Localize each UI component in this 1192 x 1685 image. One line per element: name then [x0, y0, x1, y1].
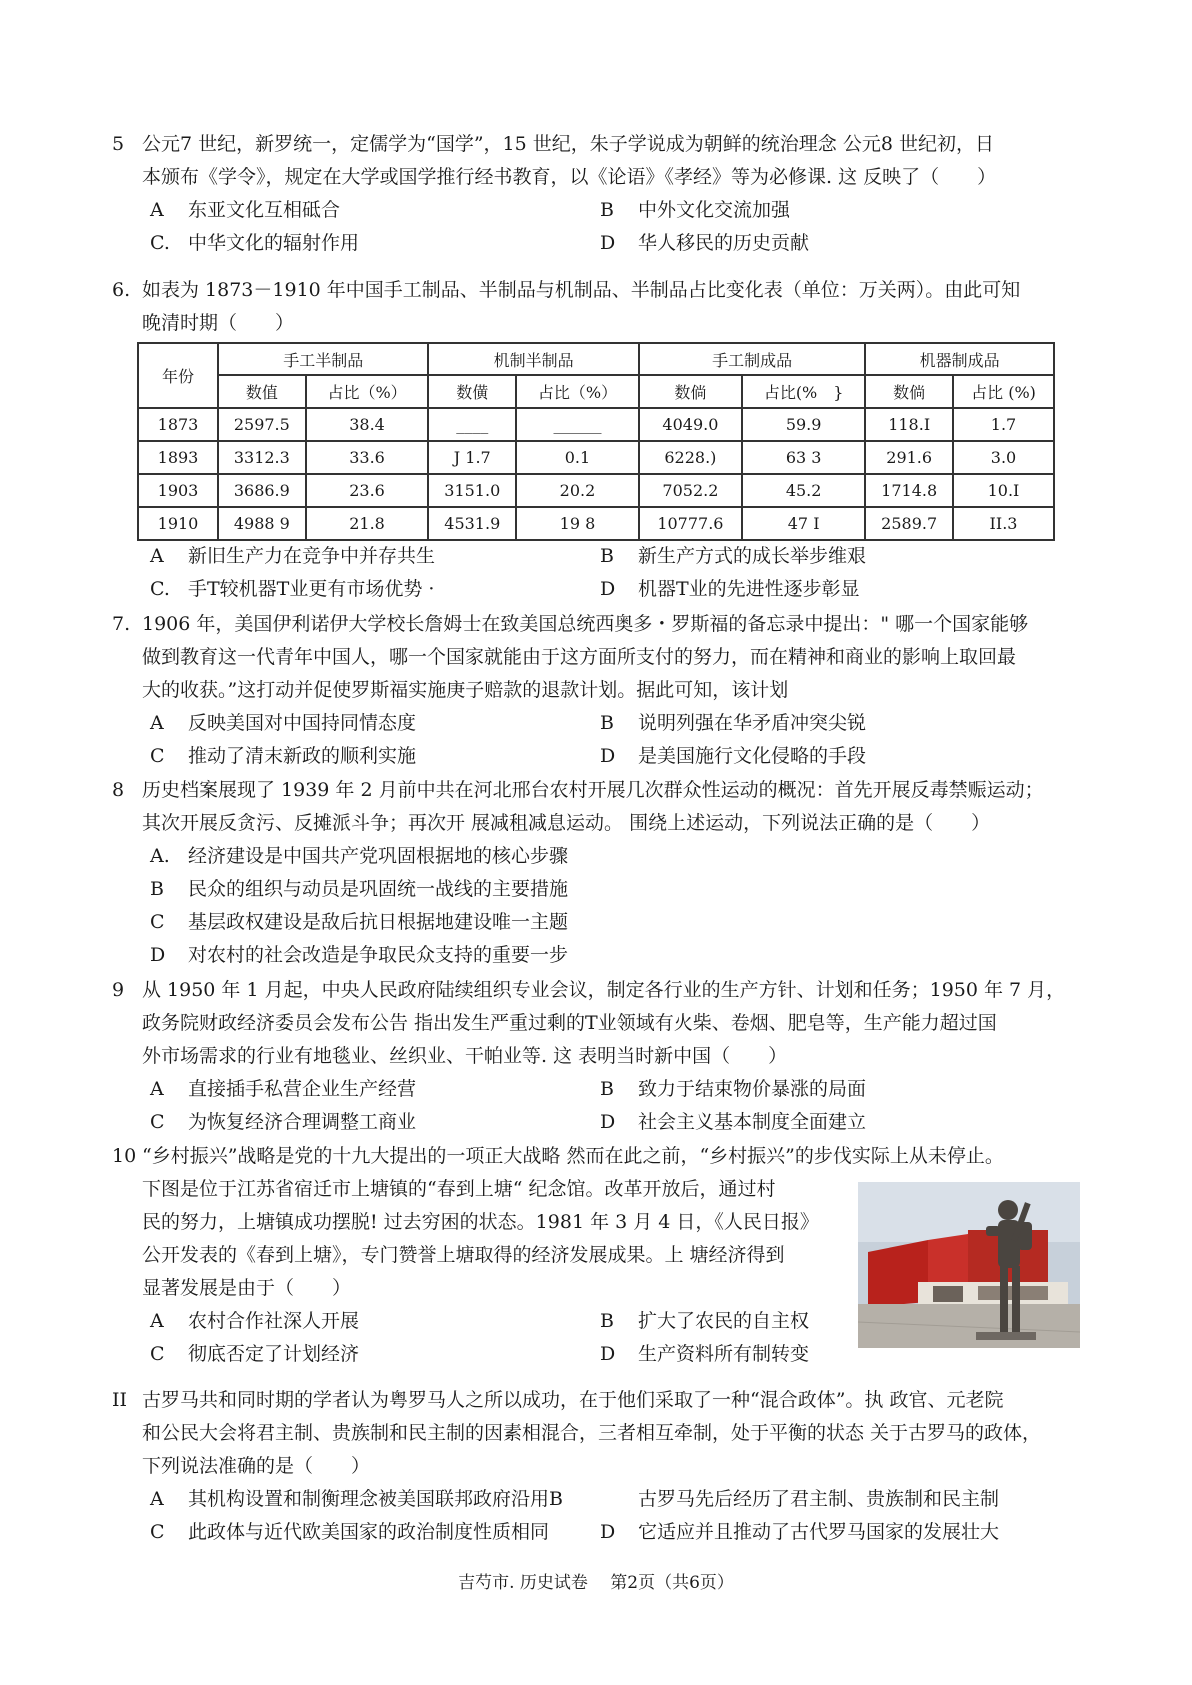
question-11 — [112, 1384, 1082, 1549]
table-subheader: 数僙 — [428, 375, 516, 408]
question-text: 和公民大会将君主制、贵族制和民主制的因素相混合，三者相互牵制，处于平衡的状态 关于古罗马的政体， — [142, 1422, 1042, 1444]
question-9 — [112, 974, 1082, 1139]
option-b[interactable]: B 说明列强在华矛盾冲突尖锐 — [600, 712, 867, 734]
table-group-header: 手工制成品 — [639, 343, 865, 375]
question-text: 本颁布《学令》，规定在大学或国学推行经书教育，以《论语》《孝经》等为必修课. 这 反映了（ ） — [142, 166, 997, 188]
table-group-header: 机制半制品 — [428, 343, 638, 375]
question-text: 政务院财政经济委员会发布公告 指出发生严重过剩的T业领域有火柴、卷烟、肥皂等，生产能力超过国 — [142, 1012, 997, 1034]
memorial-photo-icon — [858, 1182, 1080, 1348]
option-c[interactable]: C 推动了清末新政的顺利实施 — [150, 745, 417, 767]
table-subheader: 数值 — [218, 375, 306, 408]
question-text: 显著发展是由于（ ） — [142, 1277, 352, 1299]
question-text: 其次开展反贪污、反摊派斗争；再次开 展减租减息运动。 围绕上述运动，下列说法正确的是（ ） — [142, 812, 991, 834]
table-group-header: 机器制成品 — [865, 343, 1054, 375]
option-c[interactable]: C. 中华文化的辐射作用 — [150, 232, 360, 254]
page-footer: 吉芍市. 历史试卷 第2页（共6页） — [458, 1573, 734, 1593]
option-b[interactable]: B 中外文化交流加强 — [600, 199, 791, 221]
question-text: 公元7 世纪，新罗统一，定儒学为“国学”，15 世纪，朱子学说成为朝鲜的统治理念 公元8 世纪初，日 — [142, 133, 994, 155]
table-row: 1910 4988 9 21.8 4531.9 19 8 10777.6 47 I 2589.7 II.3 — [138, 507, 1054, 540]
option-b[interactable]: B 致力于结束物价暴涨的局面 — [600, 1078, 867, 1100]
question-text: 外市场需求的行业有地毯业、丝织业、干帕业等. 这 表明当时新中国（ ） — [142, 1045, 788, 1067]
option-d[interactable]: D 机器T业的先进性逐步彰显 — [600, 578, 860, 600]
option-a[interactable]: A 新旧生产力在竞争中并存共生 — [150, 545, 436, 567]
question-number: 6. — [112, 279, 131, 301]
question-text: 公开发表的《春到上塘》，专门赞誉上塘取得的经济发展成果。上 塘经济得到 — [142, 1244, 785, 1266]
question-number: II — [112, 1389, 128, 1411]
question-8 — [112, 774, 1082, 972]
question-6 — [112, 274, 1082, 340]
data-table — [137, 342, 1055, 541]
option-d[interactable]: D 华人移民的历史贡献 — [600, 232, 810, 254]
option-b[interactable]: B 民众的组织与动员是巩固统一战线的主要措施 — [150, 878, 569, 900]
table-header-year: 年份 — [138, 343, 218, 408]
question-text: 历史档案展现了 1939 年 2 月前中共在河北邢台农村开展几次群众性运动的概况：首先开展反毒禁赈运动； — [142, 779, 1044, 801]
option-d[interactable]: D 是美国施行文化侵略的手段 — [600, 745, 867, 767]
option-a[interactable]: A 其机构设置和制衡理念被美国联邦政府沿用B — [150, 1488, 563, 1510]
option-d[interactable]: D 生产资料所有制转变 — [600, 1343, 810, 1365]
option-d[interactable]: D 社会主义基本制度全面建立 — [600, 1111, 867, 1133]
option-d[interactable]: D 对农村的社会改造是争取民众支持的重要一步 — [150, 944, 569, 966]
question-text: 大的收获。”这打动并促使罗斯福实施庚子赔款的退款计划。据此可知，该计划 — [142, 679, 789, 701]
table-subheader: 占比 (%) — [953, 375, 1054, 408]
question-text: 做到教育这一代青年中国人，哪一个国家就能由于这方面所支付的努力，而在精神和商业的影响上取回最 — [142, 646, 1017, 668]
option-b[interactable]: 古罗马先后经历了君主制、贵族制和民主制 — [638, 1488, 1000, 1510]
option-a[interactable]: A 直接插手私营企业生产经营 — [150, 1078, 417, 1100]
table-subheader: 占比（%） — [306, 375, 429, 408]
option-a[interactable]: A 东亚文化互相砥合 — [150, 199, 341, 221]
question-text: 如表为 1873－1910 年中国手工制品、半制品与机制品、半制品占比变化表（单位：万关两）。由此可知 — [142, 279, 1021, 301]
table-row: 1873 2597.5 38.4 ____ ______ 4049.0 59.9 118.I 1.7 — [138, 408, 1054, 441]
table-row: 1903 3686.9 23.6 3151.0 20.2 7052.2 45.2 1714.8 10.I — [138, 474, 1054, 507]
option-c[interactable]: C 此政体与近代欧美国家的政治制度性质相同 — [150, 1521, 550, 1543]
question-number: 10 — [112, 1145, 137, 1167]
question-number: 7. — [112, 613, 131, 635]
question-text: 从 1950 年 1 月起，中央人民政府陆续组织专业会议，制定各行业的生产方针、计划和任务；1950 年 7 月， — [142, 979, 1066, 1001]
question-text: 下图是位于江苏省宿迁市上塘镇的“春到上塘“ 纪念馆。改革开放后，通过村 — [142, 1178, 776, 1200]
question-5 — [112, 128, 1082, 260]
question-7 — [112, 608, 1082, 773]
table-subheader: 数倘 — [639, 375, 742, 408]
question-text: 民的努力，上塘镇成功摆脱! 过去穷困的状态。1981 年 3 月 4 日，《人民日报》 — [142, 1211, 819, 1233]
question-text: 下列说法准确的是（ ） — [142, 1455, 371, 1477]
option-c[interactable]: C 基层政权建设是敌后抗日根据地建设唯一主题 — [150, 911, 569, 933]
option-a[interactable]: A 农村合作社深人开展 — [150, 1310, 360, 1332]
table-group-header: 手工半制品 — [218, 343, 428, 375]
option-b[interactable]: B 扩大了农民的自主权 — [600, 1310, 810, 1332]
option-a[interactable]: A 反映美国对中国持同情态度 — [150, 712, 417, 734]
question-number: 5 — [112, 133, 125, 155]
option-c[interactable]: C 彻底否定了计划经济 — [150, 1343, 360, 1365]
question-text: 古罗马共和同时期的学者认为粤罗马人之所以成功，在于他们采取了一种“混合政体”。执 政官、元老院 — [142, 1389, 1004, 1411]
option-a[interactable]: A. 经济建设是中国共产党巩固根据地的核心步骤 — [150, 845, 569, 867]
question-number: 9 — [112, 979, 125, 1001]
table-row: 1893 3312.3 33.6 J 1.7 0.1 6228.) 63 3 291.6 3.0 — [138, 441, 1054, 474]
table-subheader: 数倘 — [865, 375, 953, 408]
option-c[interactable]: C 为恢复经济合理调整工商业 — [150, 1111, 417, 1133]
table-subheader: 占比(% } — [742, 375, 865, 408]
question-number: 8 — [112, 779, 125, 801]
question-6-options — [112, 540, 1082, 606]
question-text: “乡村振兴”战略是党的十九大提出的一项正大战略 然而在此之前，“乡村振兴”的步伐实际上从未停止。 — [142, 1145, 1004, 1167]
option-d[interactable]: D 它适应并且推动了古代罗马国家的发展壮大 — [600, 1521, 1000, 1543]
table-subheader: 占比（%） — [516, 375, 639, 408]
option-c[interactable]: C. 手T较机器T业更有市场优势 · — [150, 578, 435, 600]
question-text: 1906 年，美国伊利诺伊大学校长詹姆士在致美国总统西奥多・罗斯福的备忘录中提出：" 哪一个国家能够 — [142, 613, 1029, 635]
question-text: 晚清时期（ ） — [142, 312, 295, 334]
option-b[interactable]: B 新生产方式的成长举步维艰 — [600, 545, 867, 567]
